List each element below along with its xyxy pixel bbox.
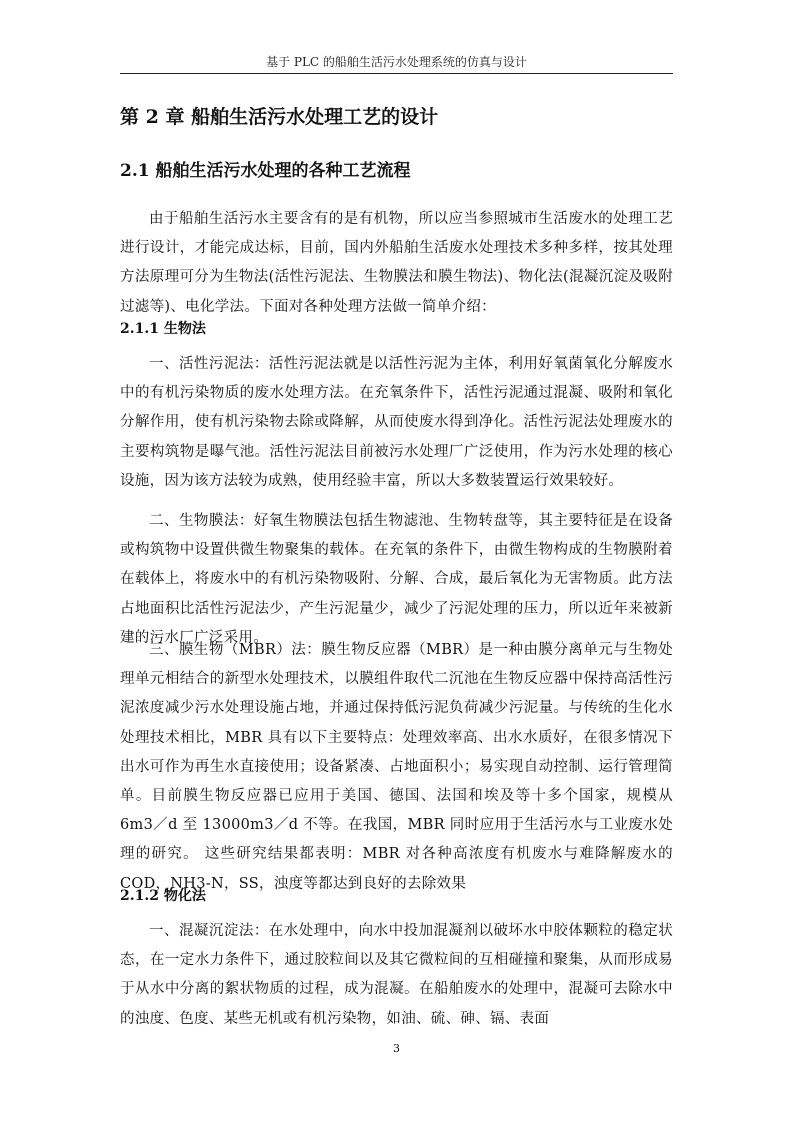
subsection-title-biological: 2.1.1 生物法 [120,321,206,337]
page-number: 3 [393,1042,400,1055]
chapter-title: 第 2 章 船舶生活污水处理工艺的设计 [120,106,439,128]
paragraph-activated-sludge: 一、活性污泥法：活性污泥法就是以活性污泥为主体，利用好氧菌氧化分解废水中的有机污染物质的废水处理方法。在充氧条件下，活性污泥通过混凝、吸附和氧化分解作用，使有机污染物去除或降解，从而使废水得到净化。活性污泥法处理废水的主要构筑物是曝气池。活性污泥法目前被污水处理厂广泛使用，作为污水处理的核心设施，因为该方法较为成熟，使用经验丰富，所以大多数装置运行效果较好。 [120,356,673,489]
paragraph-coagulation: 一、混凝沉淀法：在水处理中，向水中投加混凝剂以破坏水中胶体颗粒的稳定状态，在一定水力条件下，通过胶粒间以及其它微粒间的互相碰撞和聚集，从而形成易于从水中分离的絮状物质的过程，成为混凝。在船舶废水的处理中，混凝可去除水中的浊度、色度、某些无机或有机污染物，如油、硫、砷、镉、表面 [120,923,673,1027]
paragraph-mbr: 三、膜生物（MBR）法：膜生物反应器（MBR）是一种由膜分离单元与生物处理单元相结合的新型水处理技术，以膜组件取代二沉池在生物反应器中保持高活性污泥浓度减少污水处理设施占地，并通过保持低污泥负荷减少污泥量。与传统的生化水处理技术相比，MBR 具有以下主要特点：处理效率高、出水水质好，在很多情况下出水可作为再生水直接使用；设备紧凑、占地面积小；易实现自动控制、运行管理简单。目前膜生物反应器已应用于美国、德国、法国和埃及等十多个国家，规模从 6m3／d 至 13000m3／d 不等。在我国，MBR 同时应用于生活污水与工业废水处理的研究。 这些研究结果都表明：MBR 对各种高浓度有机废水与难降解废水的 COD，NH3-N，SS，浊度等都达到良好的去除效果 [120,642,673,892]
section-title: 2.1 船舶生活污水处理的各种工艺流程 [120,161,411,181]
subsection-title-physicochemical: 2.1.2 物化法 [120,888,206,904]
intro-paragraph: 由于船舶生活污水主要含有的是有机物，所以应当参照城市生活废水的处理工艺进行设计，才能完成达标，目前，国内外船舶生活废水处理技术多种多样，按其处理方法原理可分为生物法(活性污泥法、生物膜法和膜生物法)、物化法(混凝沉淀及吸附过滤等)、电化学法。下面对各种处理方法做一简单介绍： [120,211,673,315]
running-header: 基于 PLC 的船舶生活污水处理系统的仿真与设计 [266,55,527,69]
header-rule [120,73,673,74]
paragraph-biofilm: 二、生物膜法：好氧生物膜法包括生物滤池、生物转盘等，其主要特征是在设备或构筑物中设置供微生物聚集的载体。在充氧的条件下，由微生物构成的生物膜附着在载体上，将废水中的有机污染物吸附、分解、合成，最后氧化为无害物质。此方法占地面积比活性污泥法少，产生污泥量少，减少了污泥处理的压力，所以近年来被新建的污水厂广泛采用。 [120,513,673,646]
